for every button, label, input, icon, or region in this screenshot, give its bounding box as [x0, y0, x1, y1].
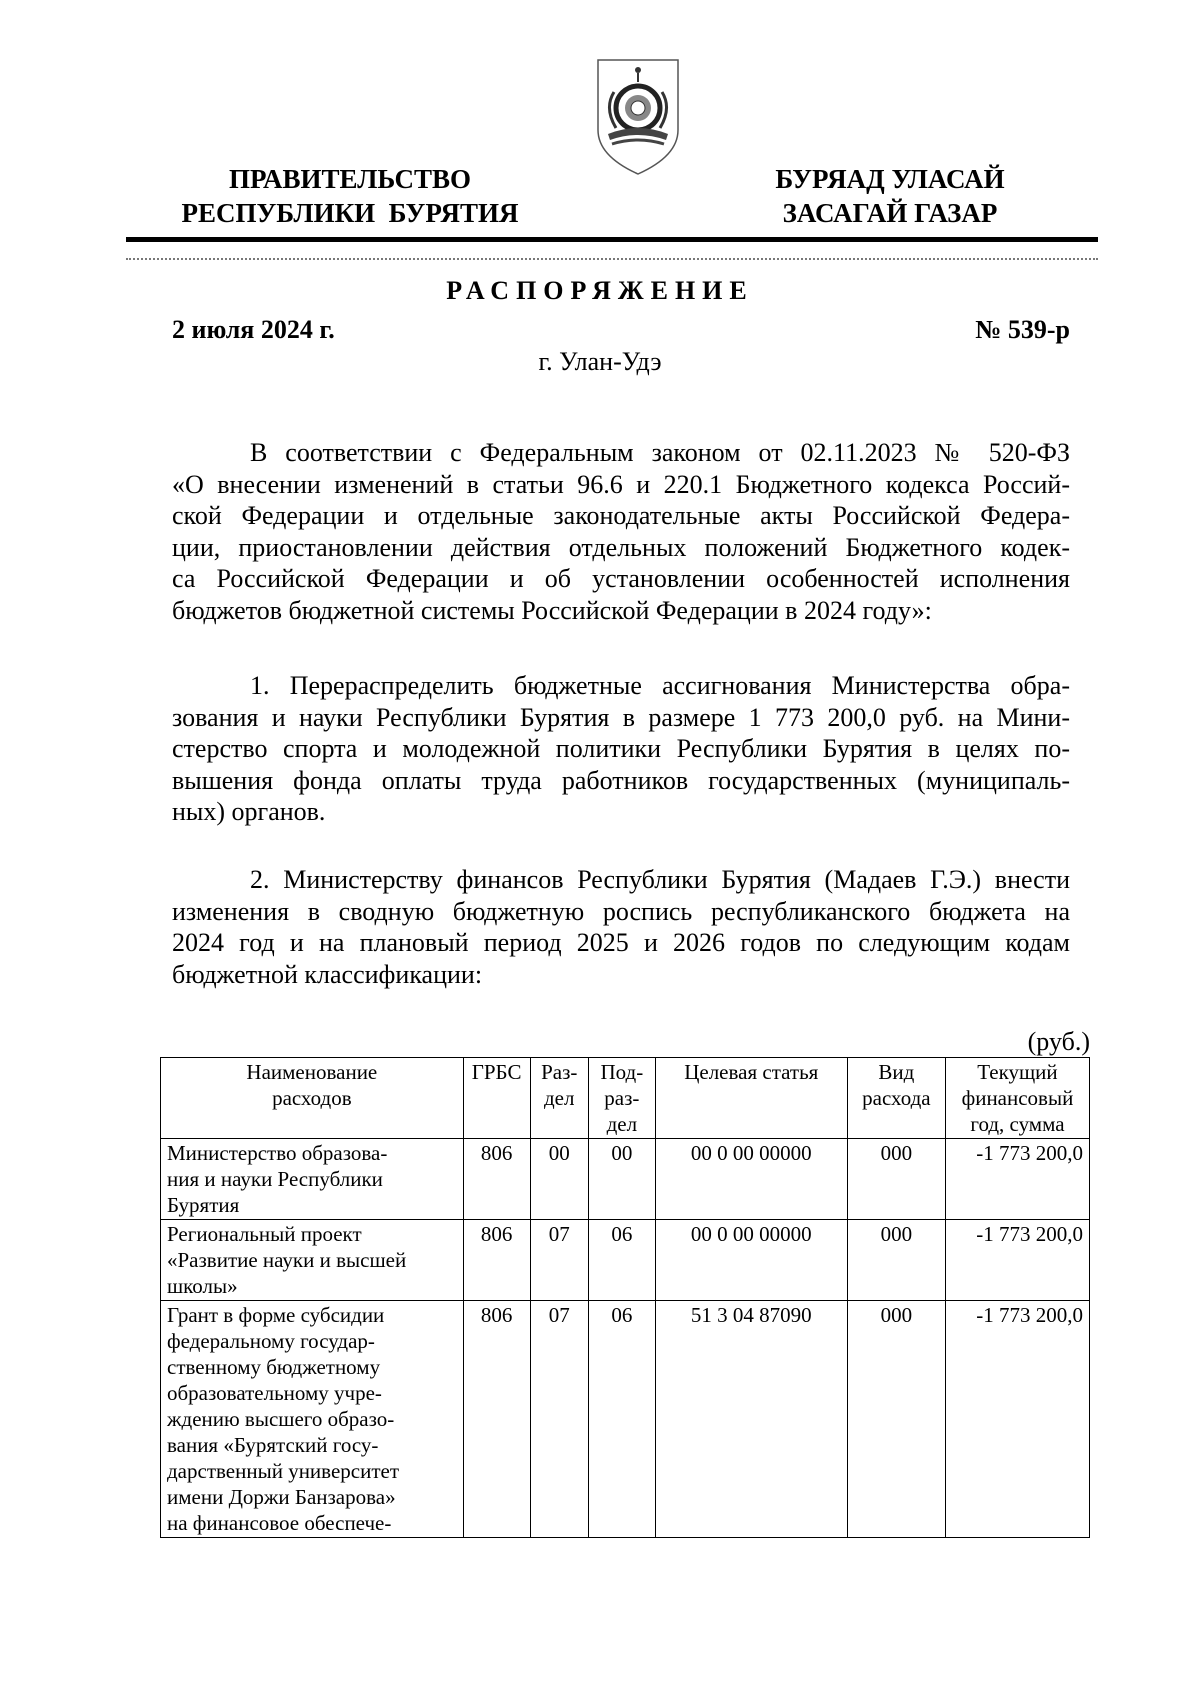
cell-razdel: 07 — [530, 1301, 588, 1538]
col-header-razdel: Раз- дел — [530, 1058, 588, 1139]
table-unit-label: (руб.) — [1027, 1027, 1090, 1056]
col-header-vid: Вид расхода — [847, 1058, 945, 1139]
cell-tselevaya: 51 3 04 87090 — [655, 1301, 847, 1538]
col-header-tselevaya: Целевая статья — [655, 1058, 847, 1139]
item-2-paragraph — [172, 864, 1070, 990]
header-left-line2: РЕСПУБЛИКИ БУРЯТИЯ — [181, 198, 519, 228]
cell-vid: 000 — [847, 1220, 945, 1301]
item-1-paragraph — [172, 670, 1070, 828]
cell-name: Грант в форме субсидии федеральному государ- ственному бюджетному образовательному учре- ждению высшего образо- вания «Бурятский госу- дарственный университет имени Доржи Банзарова» на финансовое обеспече- — [161, 1301, 464, 1538]
text-line: бюджетной классификации: — [172, 959, 483, 989]
col-header-podrazdel: Под- раз- дел — [588, 1058, 655, 1139]
table-row — [161, 1220, 1090, 1301]
text-line: 2. Министерству финансов Республики Бурятия (Мадаев Г.Э.) внести — [250, 865, 1070, 894]
cell-tselevaya: 00 0 00 00000 — [655, 1220, 847, 1301]
col-header-sum: Текущий финансовый год, сумма — [945, 1058, 1089, 1139]
cell-podrazdel: 06 — [588, 1301, 655, 1538]
cell-name: Министерство образова- ния и науки Республики Бурятия — [161, 1139, 464, 1220]
text-line: В соответствии с Федеральным законом от 02.11.2023 № 520-ФЗ — [250, 438, 1070, 467]
cell-grbs: 806 — [463, 1139, 530, 1220]
table-header-row — [161, 1058, 1090, 1139]
expense-table — [160, 1057, 1090, 1538]
text-line: ской Федерации и отдельные законодательные акты Российской Федера- — [172, 501, 1070, 530]
col-header-name: Наименование расходов — [161, 1058, 464, 1139]
text-line: ных) органов. — [172, 797, 326, 826]
coat-of-arms-icon — [590, 52, 686, 180]
col-header-grbs: ГРБС — [463, 1058, 530, 1139]
header-divider — [126, 237, 1098, 242]
table-row — [161, 1301, 1090, 1538]
intro-paragraph — [172, 437, 1070, 626]
text-line: стерство спорта и молодежной политики Республики Бурятия в целях по- — [172, 734, 1070, 763]
cell-grbs: 806 — [463, 1301, 530, 1538]
cell-podrazdel: 00 — [588, 1139, 655, 1220]
cell-vid: 000 — [847, 1139, 945, 1220]
document-date: 2 июля 2024 г. — [172, 315, 335, 344]
text-line: ции, приостановлении действия отдельных положений Бюджетного кодек- — [172, 532, 1070, 562]
cell-podrazdel: 06 — [588, 1220, 655, 1301]
header-divider-thin — [126, 258, 1098, 260]
header-left-line1: ПРАВИТЕЛЬСТВО — [228, 164, 472, 194]
header-left — [160, 162, 540, 230]
cell-sum: -1 773 200,0 — [945, 1139, 1089, 1220]
text-line: зования и науки Республики Бурятия в размере 1 773 200,0 руб. на Мини- — [172, 702, 1070, 732]
cell-name: Региональный проект «Развитие науки и высшей школы» — [161, 1220, 464, 1301]
table-row — [161, 1139, 1090, 1220]
document-title: РАСПОРЯЖЕНИЕ — [446, 276, 754, 305]
cell-razdel: 07 — [530, 1220, 588, 1301]
cell-razdel: 00 — [530, 1139, 588, 1220]
document-number: № 539-р — [975, 315, 1070, 344]
cell-sum: -1 773 200,0 — [945, 1301, 1089, 1538]
text-line: 2024 год и на плановый период 2025 и 2026 годов по следующим кодам — [172, 928, 1070, 957]
header-right-line2: ЗАСАГАЙ ГАЗАР — [782, 198, 998, 228]
cell-grbs: 806 — [463, 1220, 530, 1301]
text-line: са Российской Федерации и об установлении особенностей исполнения — [172, 564, 1070, 593]
text-line: изменения в сводную бюджетную роспись республиканского бюджета на — [172, 896, 1070, 926]
cell-tselevaya: 00 0 00 00000 — [655, 1139, 847, 1220]
header-right — [740, 162, 1040, 230]
header-right-line1: БУРЯАД УЛАСАЙ — [775, 164, 1005, 194]
text-line: бюджетов бюджетной системы Российской Федерации в 2024 году»: — [172, 595, 932, 625]
cell-vid: 000 — [847, 1301, 945, 1538]
cell-sum: -1 773 200,0 — [945, 1220, 1089, 1301]
text-line: вышения фонда оплаты труда работников государственных (муниципаль- — [172, 765, 1070, 795]
document-city: г. Улан-Удэ — [538, 347, 662, 376]
text-line: «О внесении изменений в статьи 96.6 и 220.1 Бюджетного кодекса Россий- — [172, 469, 1070, 499]
text-line: 1. Перераспределить бюджетные ассигнования Министерства обра- — [250, 671, 1070, 700]
